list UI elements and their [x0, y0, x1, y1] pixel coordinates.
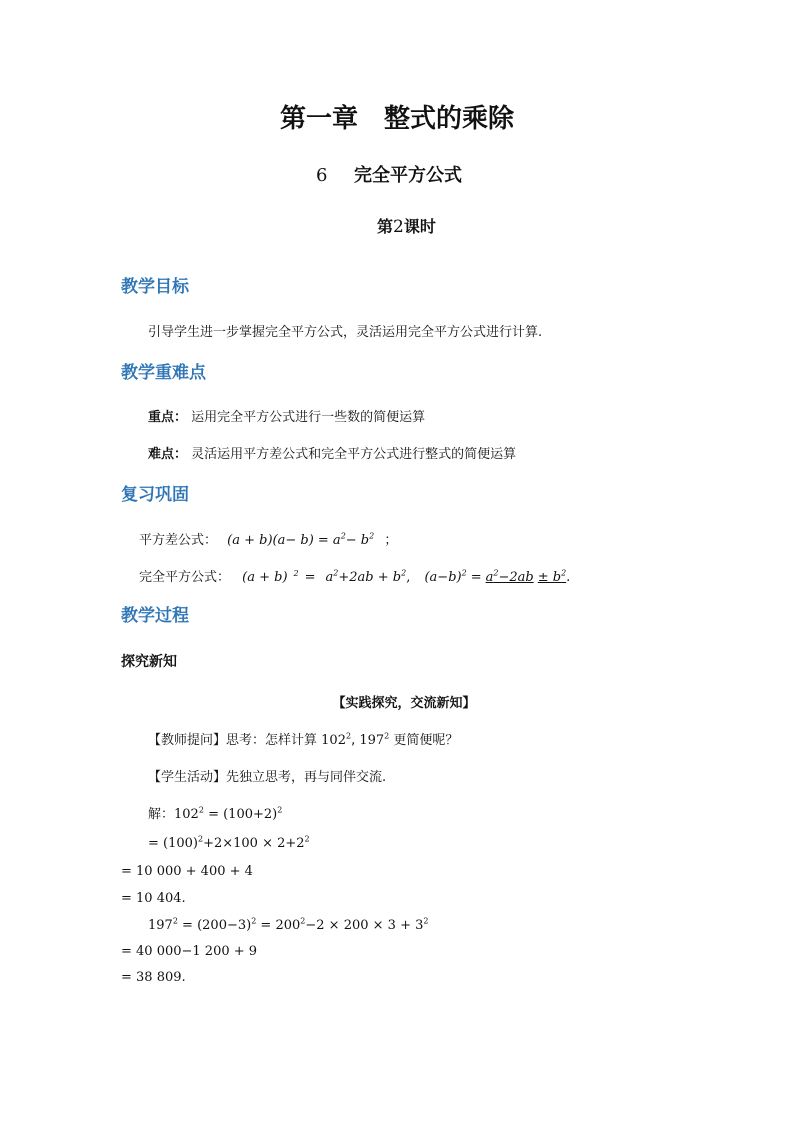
activity-title: 【实践探究，交流新知】	[332, 696, 476, 711]
key-label: 重点：	[148, 410, 188, 425]
teacher-question-line: 【教师提问】思考：怎样计算 $102^2$, $197^2$ 更简便呢？	[148, 731, 459, 748]
explore-subheading: 探究新知	[121, 654, 177, 670]
difference-end: ；	[384, 533, 398, 548]
difficult-point-line	[148, 443, 516, 462]
lesson-prefix: 第	[377, 217, 394, 236]
teacher-text-a: 思考：怎样计算	[226, 733, 322, 748]
difference-label: 平方差公式：	[139, 533, 218, 548]
key-text: 运用完全平方公式进行一些数的简便运算	[191, 410, 426, 425]
solution-line-2: = $(100)^2+2\times 100 \times 2+2^2$	[148, 834, 310, 851]
section-number: 6	[316, 165, 328, 186]
solution-line-1: 解：$102^2 = (100+2)^2$	[148, 805, 283, 822]
solution-line-5: $197^2 = (200-3)^2 = 200^2-2 \times 200 \times 3 + 3^2$	[148, 916, 429, 933]
solution-line-4: = 10 404.	[121, 891, 186, 906]
review-heading: 复习巩固	[121, 485, 189, 505]
difference-formula-line	[139, 529, 397, 548]
difficult-text: 灵活运用平方差公式和完全平方公式进行整式的简便运算	[191, 447, 517, 462]
lesson-label	[377, 214, 436, 237]
student-tag: 【学生活动】	[148, 770, 227, 785]
student-text: 先独立思考，再与同伴交流.	[226, 770, 387, 785]
square-formula-2: $(a-b)^2 = a^2-2ab \pm b^2$.	[424, 568, 571, 585]
difference-formula: $(a + b)(a- b) = a^2- b^2$	[227, 531, 375, 548]
goals-heading: 教学目标	[121, 277, 189, 297]
key-point-line	[148, 406, 425, 425]
teacher-num-1: $102^2$	[321, 731, 352, 748]
chapter-title: 第一章 整式的乘除	[279, 104, 514, 134]
lesson-number: 2	[393, 217, 404, 237]
process-heading: 教学过程	[121, 606, 189, 626]
solution-line-7: = 38 809.	[121, 970, 186, 985]
solution-prefix: 解：	[148, 807, 175, 822]
student-activity-line	[148, 766, 386, 785]
square-formula-1: (a + b) $^2 = a^2+2ab + b^2$,	[242, 568, 411, 585]
section-title: 完全平方公式	[354, 165, 463, 186]
square-formula-line	[139, 566, 570, 585]
solution-line-3: = 10 000 + 400 + 4	[121, 864, 253, 879]
goals-text: 引导学生进一步掌握完全平方公式，灵活运用完全平方公式进行计算.	[148, 325, 543, 340]
key-points-heading: 教学重难点	[121, 363, 206, 383]
teacher-text-b: 更简便呢？	[389, 733, 459, 748]
lesson-suffix: 课时	[403, 217, 436, 236]
section-heading	[316, 161, 462, 187]
teacher-tag: 【教师提问】	[148, 733, 227, 748]
blank-answer: $a^2-2ab \pm b^2$	[485, 568, 567, 585]
solution-line-6: = 40 000−1 200 + 9	[121, 944, 258, 959]
square-label: 完全平方公式：	[139, 570, 231, 585]
teacher-num-2: $197^2$	[359, 731, 390, 748]
difficult-label: 难点：	[148, 447, 188, 462]
